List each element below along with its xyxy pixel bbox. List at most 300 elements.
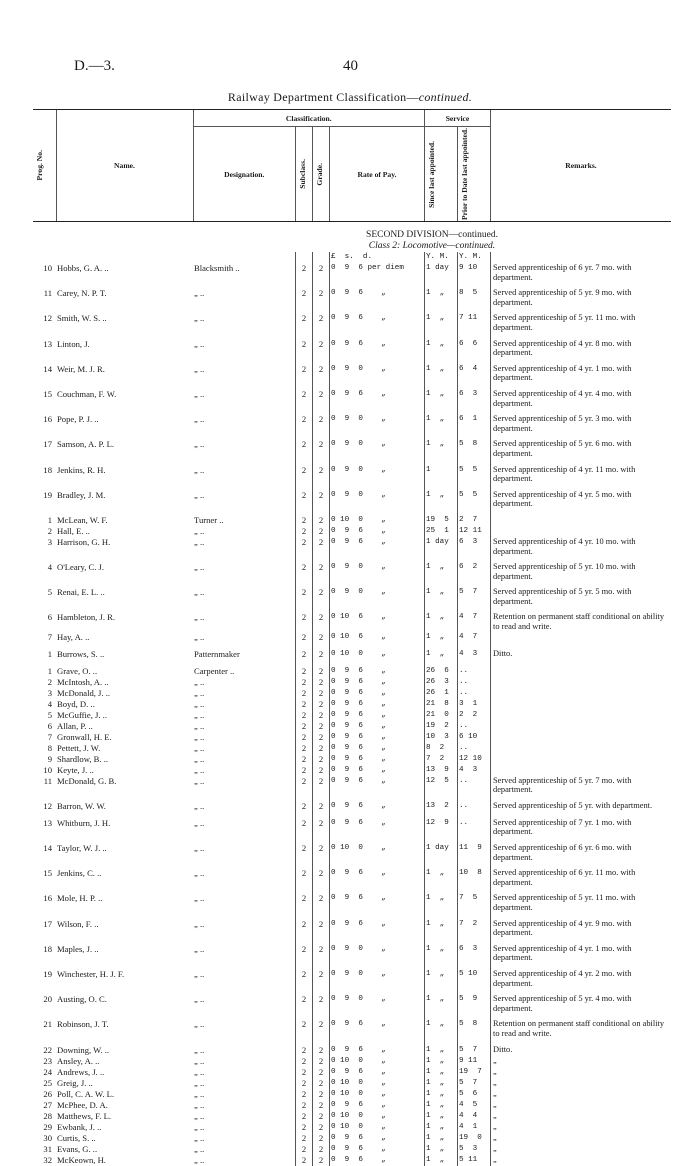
table-row — [33, 765, 673, 776]
remarks: Served apprenticeship of 4 yr. 8 mo. with department. — [491, 339, 672, 358]
subclass: 2 — [296, 818, 313, 837]
subclass: 2 — [296, 868, 313, 887]
service-since: 1 „ — [425, 994, 458, 1013]
service-prior: .. — [458, 677, 491, 688]
prog-no: 13 — [43, 817, 52, 828]
grade: 2 — [313, 263, 330, 282]
service-since: 8 2 — [425, 743, 458, 754]
service-prior: 10 8 — [458, 868, 491, 887]
service-since: 1 „ — [425, 439, 458, 458]
prog-no: 15 — [43, 868, 52, 879]
designation: „ .. — [194, 764, 205, 775]
designation: „ .. — [194, 968, 205, 979]
rate-of-pay: 0 9 0 „ — [330, 439, 425, 458]
prior-units: Y. M. — [458, 252, 491, 263]
employee-name: Pettett, J. W. — [57, 742, 101, 753]
service-prior: 5 7 — [458, 1078, 491, 1089]
employee-name: McPhee, D. A. — [57, 1099, 108, 1110]
prog-no: 27 — [43, 1099, 52, 1110]
prog-no: 22 — [43, 1044, 52, 1055]
subclass: 2 — [296, 1067, 313, 1078]
remarks: „ — [491, 1133, 672, 1144]
rate-of-pay: 0 9 0 „ — [330, 562, 425, 581]
service-since: 25 1 — [425, 526, 458, 537]
subclass: 2 — [296, 562, 313, 581]
remarks: „ — [491, 1122, 672, 1133]
employee-name: Weir, M. J. R. — [57, 363, 105, 374]
employee-name: Curtis, S. .. — [57, 1132, 96, 1143]
designation: „ .. — [194, 731, 205, 742]
grade: 2 — [313, 1019, 330, 1038]
service-prior: 4 5 — [458, 1100, 491, 1111]
prog-no: 10 — [43, 764, 52, 775]
employee-name: Samson, A. P. L. — [57, 439, 115, 450]
service-since: 1 „ — [425, 313, 458, 332]
prog-no: 11 — [43, 775, 52, 786]
rate-of-pay: 0 10 0 „ — [330, 1089, 425, 1100]
grade: 2 — [313, 677, 330, 688]
grade: 2 — [313, 490, 330, 509]
grade: 2 — [313, 1045, 330, 1056]
grade: 2 — [313, 288, 330, 307]
rate-of-pay: 0 10 0 „ — [330, 843, 425, 862]
rate-of-pay: 0 9 6 „ — [330, 1155, 425, 1166]
service-since: 12 9 — [425, 818, 458, 837]
remarks: „ — [491, 1111, 672, 1122]
since-header: Since last appointed. — [425, 127, 458, 222]
rate-of-pay: 0 10 0 „ — [330, 1078, 425, 1089]
remarks: Served apprenticeship of 4 yr. 4 mo. with department. — [491, 389, 672, 408]
service-prior: 6 1 — [458, 414, 491, 433]
prog-no: 5 — [47, 709, 52, 720]
page-title: Railway Department Classification—continued. — [227, 90, 473, 104]
subclass: 2 — [296, 944, 313, 963]
subclass: 2 — [296, 612, 313, 631]
employee-name: Boyd, D. .. — [57, 698, 95, 709]
subclass: 2 — [296, 721, 313, 732]
rate-of-pay: 0 9 0 „ — [330, 465, 425, 484]
prog-no: 24 — [43, 1066, 52, 1077]
rate-of-pay: 0 9 6 „ — [330, 801, 425, 812]
service-prior: 19 0 — [458, 1133, 491, 1144]
table-row — [33, 721, 673, 732]
subclass: 2 — [296, 263, 313, 282]
service-header: Service — [425, 110, 491, 127]
remarks: Served apprenticeship of 5 yr. 9 mo. with department. — [491, 288, 672, 307]
remarks: Retention on permanent staff conditional on ability to read and write. — [491, 612, 672, 631]
designation: „ .. — [194, 1121, 205, 1132]
designation: Patternmaker — [194, 648, 240, 659]
prog-no: 14 — [43, 843, 52, 854]
designation: „ .. — [194, 943, 205, 954]
service-prior: 8 5 — [458, 288, 491, 307]
employee-name: Mole, H. P. .. — [57, 893, 103, 904]
remarks — [491, 526, 672, 537]
designation: „ .. — [194, 1154, 205, 1165]
grade: 2 — [313, 313, 330, 332]
service-prior: 6 10 — [458, 732, 491, 743]
prog-no: 7 — [47, 631, 52, 642]
service-prior: 7 5 — [458, 893, 491, 912]
service-since: 7 2 — [425, 754, 458, 765]
employee-name: Andrews, J. .. — [57, 1066, 105, 1077]
employee-name: Smith, W. S. .. — [57, 313, 107, 324]
service-since: 1 „ — [425, 612, 458, 631]
service-since: 1 — [425, 465, 458, 484]
class-heading: Class 2: Locomotive—continued. — [368, 241, 496, 252]
service-prior: 12 11 — [458, 526, 491, 537]
remarks: Served apprenticeship of 4 yr. 5 mo. with department. — [491, 490, 672, 509]
employee-name: Bradley, J. M. — [57, 489, 106, 500]
service-prior: 5 8 — [458, 1019, 491, 1038]
designation: „ .. — [194, 742, 205, 753]
subclass: 2 — [296, 1155, 313, 1166]
remarks: „ — [491, 1078, 672, 1089]
prog-no: 13 — [43, 338, 52, 349]
rate-of-pay: 0 9 6 „ — [330, 666, 425, 677]
grade: 2 — [313, 801, 330, 812]
grade: 2 — [313, 732, 330, 743]
subclass: 2 — [296, 732, 313, 743]
designation: „ .. — [194, 817, 205, 828]
rate-of-pay: 0 9 6 „ — [330, 288, 425, 307]
table-row — [33, 1045, 673, 1056]
employee-name: Winchester, H. J. F. — [57, 968, 125, 979]
rate-of-pay: 0 9 6 „ — [330, 1019, 425, 1038]
remarks: Served apprenticeship of 5 yr. 6 mo. with department. — [491, 439, 672, 458]
service-since: 1 „ — [425, 490, 458, 509]
remarks: Served apprenticeship of 5 yr. 4 mo. with department. — [491, 994, 672, 1013]
subclass: 2 — [296, 776, 313, 795]
remarks: „ — [491, 1144, 672, 1155]
service-prior: .. — [458, 721, 491, 732]
service-prior: .. — [458, 743, 491, 754]
rate-of-pay: 0 9 6 „ — [330, 868, 425, 887]
rate-of-pay: 0 9 6 „ — [330, 1133, 425, 1144]
table-row — [33, 893, 673, 912]
remarks: Served apprenticeship of 5 yr. 5 mo. with department. — [491, 587, 672, 606]
prog-no: 17 — [43, 439, 52, 450]
grade: 2 — [313, 1133, 330, 1144]
subclass: 2 — [296, 649, 313, 660]
remarks: Served apprenticeship of 6 yr. 11 mo. with department. — [491, 868, 672, 887]
grade: 2 — [313, 754, 330, 765]
subclass: 2 — [296, 1122, 313, 1133]
rate-of-pay: 0 9 6 „ — [330, 699, 425, 710]
table-row — [33, 666, 673, 677]
grade: 2 — [313, 526, 330, 537]
rate-of-pay: 0 10 6 „ — [330, 612, 425, 631]
table-row — [33, 801, 673, 812]
service-since: 1 „ — [425, 1089, 458, 1100]
service-since: 13 9 — [425, 765, 458, 776]
table-row — [33, 677, 673, 688]
table-row — [33, 1019, 673, 1038]
service-prior: 12 10 — [458, 754, 491, 765]
prog-no: 4 — [47, 698, 52, 709]
employee-name: McLean, W. F. — [57, 514, 108, 525]
grade: 2 — [313, 1111, 330, 1122]
service-prior: 5 7 — [458, 1045, 491, 1056]
service-prior: 6 3 — [458, 944, 491, 963]
employee-name: Poll, C. A. W. L. — [57, 1088, 115, 1099]
designation: „ .. — [194, 1143, 205, 1154]
subclass: 2 — [296, 490, 313, 509]
grade: 2 — [313, 612, 330, 631]
designation: „ .. — [194, 612, 205, 623]
remarks: „ — [491, 1067, 672, 1078]
grade: 2 — [313, 843, 330, 862]
remarks: „ — [491, 1089, 672, 1100]
service-since: 1 „ — [425, 1078, 458, 1089]
table-row — [33, 339, 673, 358]
employee-name: McKeown, H. — [57, 1154, 106, 1165]
remarks: Served apprenticeship of 5 yr. 11 mo. with department. — [491, 893, 672, 912]
prog-no: 17 — [43, 918, 52, 929]
prog-no: 30 — [43, 1132, 52, 1143]
grade: 2 — [313, 389, 330, 408]
service-prior: 2 7 — [458, 515, 491, 526]
remarks — [491, 754, 672, 765]
designation: „ .. — [194, 775, 205, 786]
remarks: Served apprenticeship of 5 yr. 3 mo. with department. — [491, 414, 672, 433]
designation: „ .. — [194, 414, 205, 425]
employee-name: Greig, J. .. — [57, 1077, 93, 1088]
service-since: 26 3 — [425, 677, 458, 688]
service-prior: .. — [458, 818, 491, 837]
prog-no: 14 — [43, 363, 52, 374]
service-prior: 11 9 — [458, 843, 491, 862]
grade: 2 — [313, 699, 330, 710]
subclass: 2 — [296, 313, 313, 332]
prior-header: Prior to Date last appointed. — [458, 127, 491, 222]
prog-no: 2 — [47, 676, 52, 687]
rate-of-pay: 0 9 6 „ — [330, 710, 425, 721]
grade: 2 — [313, 1089, 330, 1100]
table-row — [33, 439, 673, 458]
designation: „ .. — [194, 893, 205, 904]
employee-name: Keyte, J. .. — [57, 764, 94, 775]
employee-name: Matthews, F. L. — [57, 1110, 111, 1121]
subclass: 2 — [296, 1078, 313, 1089]
subclass: 2 — [296, 843, 313, 862]
classification-table — [33, 109, 673, 1166]
rate-of-pay: 0 9 6 „ — [330, 537, 425, 556]
grade: 2 — [313, 1155, 330, 1166]
service-prior: 4 7 — [458, 612, 491, 631]
designation: „ .. — [194, 562, 205, 573]
subclass: 2 — [296, 1019, 313, 1038]
subclass: 2 — [296, 339, 313, 358]
table-row — [33, 919, 673, 938]
grade: 2 — [313, 969, 330, 988]
table-row — [33, 688, 673, 699]
remarks: Served apprenticeship of 4 yr. 1 mo. with department. — [491, 364, 672, 383]
employee-name: Allan, P. .. — [57, 720, 93, 731]
prog-no: 12 — [43, 800, 52, 811]
rate-header: Rate of Pay. — [330, 127, 425, 222]
service-prior: .. — [458, 688, 491, 699]
grade: 2 — [313, 944, 330, 963]
designation: „ .. — [194, 698, 205, 709]
remarks: Retention on permanent staff conditional on ability to read and write. — [491, 1019, 672, 1038]
employee-name: Downing, W. .. — [57, 1044, 110, 1055]
designation: „ .. — [194, 631, 205, 642]
rate-of-pay: 0 9 6 „ — [330, 743, 425, 754]
designation: „ .. — [194, 1066, 205, 1077]
prog-no-header: Prog. No. — [33, 110, 56, 222]
service-since: 13 2 — [425, 801, 458, 812]
prog-no: 1 — [47, 648, 52, 659]
designation: „ .. — [194, 439, 205, 450]
prog-no: 11 — [43, 288, 52, 299]
subclass: 2 — [296, 710, 313, 721]
employee-name: Jenkins, R. H. — [57, 464, 106, 475]
prog-no: 25 — [43, 1077, 52, 1088]
prog-no: 15 — [43, 388, 52, 399]
table-row — [33, 1111, 673, 1122]
service-since: 1 „ — [425, 868, 458, 887]
table-row — [33, 1133, 673, 1144]
table-row — [33, 969, 673, 988]
table-row — [33, 515, 673, 526]
subclass: 2 — [296, 919, 313, 938]
rate-of-pay: 0 9 0 „ — [330, 969, 425, 988]
service-prior: 5 6 — [458, 1089, 491, 1100]
table-row — [33, 1144, 673, 1155]
prog-no: 3 — [47, 536, 52, 547]
service-since: 19 5 — [425, 515, 458, 526]
service-prior: 4 3 — [458, 649, 491, 660]
employee-name: Hobbs, G. A. .. — [57, 263, 109, 274]
rate-of-pay: 0 9 6 „ — [330, 677, 425, 688]
employee-name: Hay, A. .. — [57, 631, 90, 642]
prog-no: 4 — [47, 562, 52, 573]
grade: 2 — [313, 1122, 330, 1133]
subclass: 2 — [296, 1045, 313, 1056]
service-since: 1 „ — [425, 1056, 458, 1067]
rate-of-pay: 0 9 0 „ — [330, 587, 425, 606]
rate-of-pay: 0 9 6 „ — [330, 1100, 425, 1111]
employee-name: Grave, O. .. — [57, 665, 98, 676]
rate-of-pay: 0 9 0 „ — [330, 414, 425, 433]
subclass: 2 — [296, 389, 313, 408]
rate-of-pay: 0 9 6 „ — [330, 919, 425, 938]
grade: 2 — [313, 414, 330, 433]
employee-name: Shardlow, B. .. — [57, 753, 109, 764]
subclass: 2 — [296, 515, 313, 526]
remarks: „ — [491, 1100, 672, 1111]
prog-no: 20 — [43, 994, 52, 1005]
employee-name: Barron, W. W. — [57, 800, 106, 811]
subclass: 2 — [296, 1111, 313, 1122]
service-since: 1 „ — [425, 364, 458, 383]
subclass: 2 — [296, 1133, 313, 1144]
designation: „ .. — [194, 489, 205, 500]
service-prior: 6 6 — [458, 339, 491, 358]
rate-of-pay: 0 9 6 „ — [330, 1045, 425, 1056]
rate-of-pay: 0 9 0 „ — [330, 364, 425, 383]
grade: 2 — [313, 818, 330, 837]
designation: „ .. — [194, 464, 205, 475]
prog-no: 6 — [47, 720, 52, 731]
subclass: 2 — [296, 1089, 313, 1100]
service-since: 1 day — [425, 843, 458, 862]
remarks: Served apprenticeship of 4 yr. 11 mo. with department. — [491, 465, 672, 484]
table-row — [33, 1089, 673, 1100]
subclass: 2 — [296, 526, 313, 537]
grade: 2 — [313, 649, 330, 660]
subclass: 2 — [296, 465, 313, 484]
service-since: 1 „ — [425, 649, 458, 660]
service-since: 12 5 — [425, 776, 458, 795]
service-prior: 2 2 — [458, 710, 491, 721]
table-row — [33, 1056, 673, 1067]
table-row — [33, 537, 673, 556]
service-since: 1 day — [425, 263, 458, 282]
grade: 2 — [313, 688, 330, 699]
document-code: D.—3. — [74, 58, 115, 74]
service-prior: 5 3 — [458, 1144, 491, 1155]
designation: „ .. — [194, 994, 205, 1005]
employee-name: Burrows, S. .. — [57, 648, 105, 659]
grade: 2 — [313, 587, 330, 606]
designation: „ .. — [194, 709, 205, 720]
table-row — [33, 526, 673, 537]
subclass: 2 — [296, 743, 313, 754]
employee-name: O'Leary, C. J. — [57, 562, 105, 573]
table-row — [33, 288, 673, 307]
page-number: 40 — [343, 58, 358, 74]
table-row — [33, 1155, 673, 1166]
subclass: 2 — [296, 1100, 313, 1111]
remarks — [491, 515, 672, 526]
employee-name: Pope, P. J. .. — [57, 414, 99, 425]
grade: 2 — [313, 562, 330, 581]
designation: „ .. — [194, 676, 205, 687]
subclass: 2 — [296, 587, 313, 606]
table-row — [33, 994, 673, 1013]
remarks — [491, 632, 672, 643]
subclass: 2 — [296, 699, 313, 710]
employee-name: Ansley, A. .. — [57, 1055, 100, 1066]
remarks — [491, 743, 672, 754]
designation: „ .. — [194, 363, 205, 374]
subclass: 2 — [296, 994, 313, 1013]
prog-no: 19 — [43, 489, 52, 500]
prog-no: 16 — [43, 893, 52, 904]
remarks: Served apprenticeship of 6 yr. 7 mo. with department. — [491, 263, 672, 282]
subclass: 2 — [296, 414, 313, 433]
service-prior: 6 2 — [458, 562, 491, 581]
employee-name: Whitburn, J. H. — [57, 817, 111, 828]
remarks — [491, 699, 672, 710]
service-since: 1 „ — [425, 893, 458, 912]
service-prior: 5 5 — [458, 465, 491, 484]
rate-of-pay: 0 9 6 „ — [330, 893, 425, 912]
prog-no: 18 — [43, 943, 52, 954]
remarks — [491, 688, 672, 699]
remarks: Served apprenticeship of 4 yr. 2 mo. with department. — [491, 969, 672, 988]
rate-units: £ s. d. — [330, 252, 425, 263]
employee-name: Harrison, G. H. — [57, 536, 111, 547]
remarks: Served apprenticeship of 5 yr. 11 mo. with department. — [491, 313, 672, 332]
grade: 2 — [313, 339, 330, 358]
prog-no: 28 — [43, 1110, 52, 1121]
rate-of-pay: 0 9 6 „ — [330, 776, 425, 795]
remarks: Served apprenticeship of 4 yr. 1 mo. with department. — [491, 944, 672, 963]
remarks: Served apprenticeship of 7 yr. 1 mo. with department. — [491, 818, 672, 837]
